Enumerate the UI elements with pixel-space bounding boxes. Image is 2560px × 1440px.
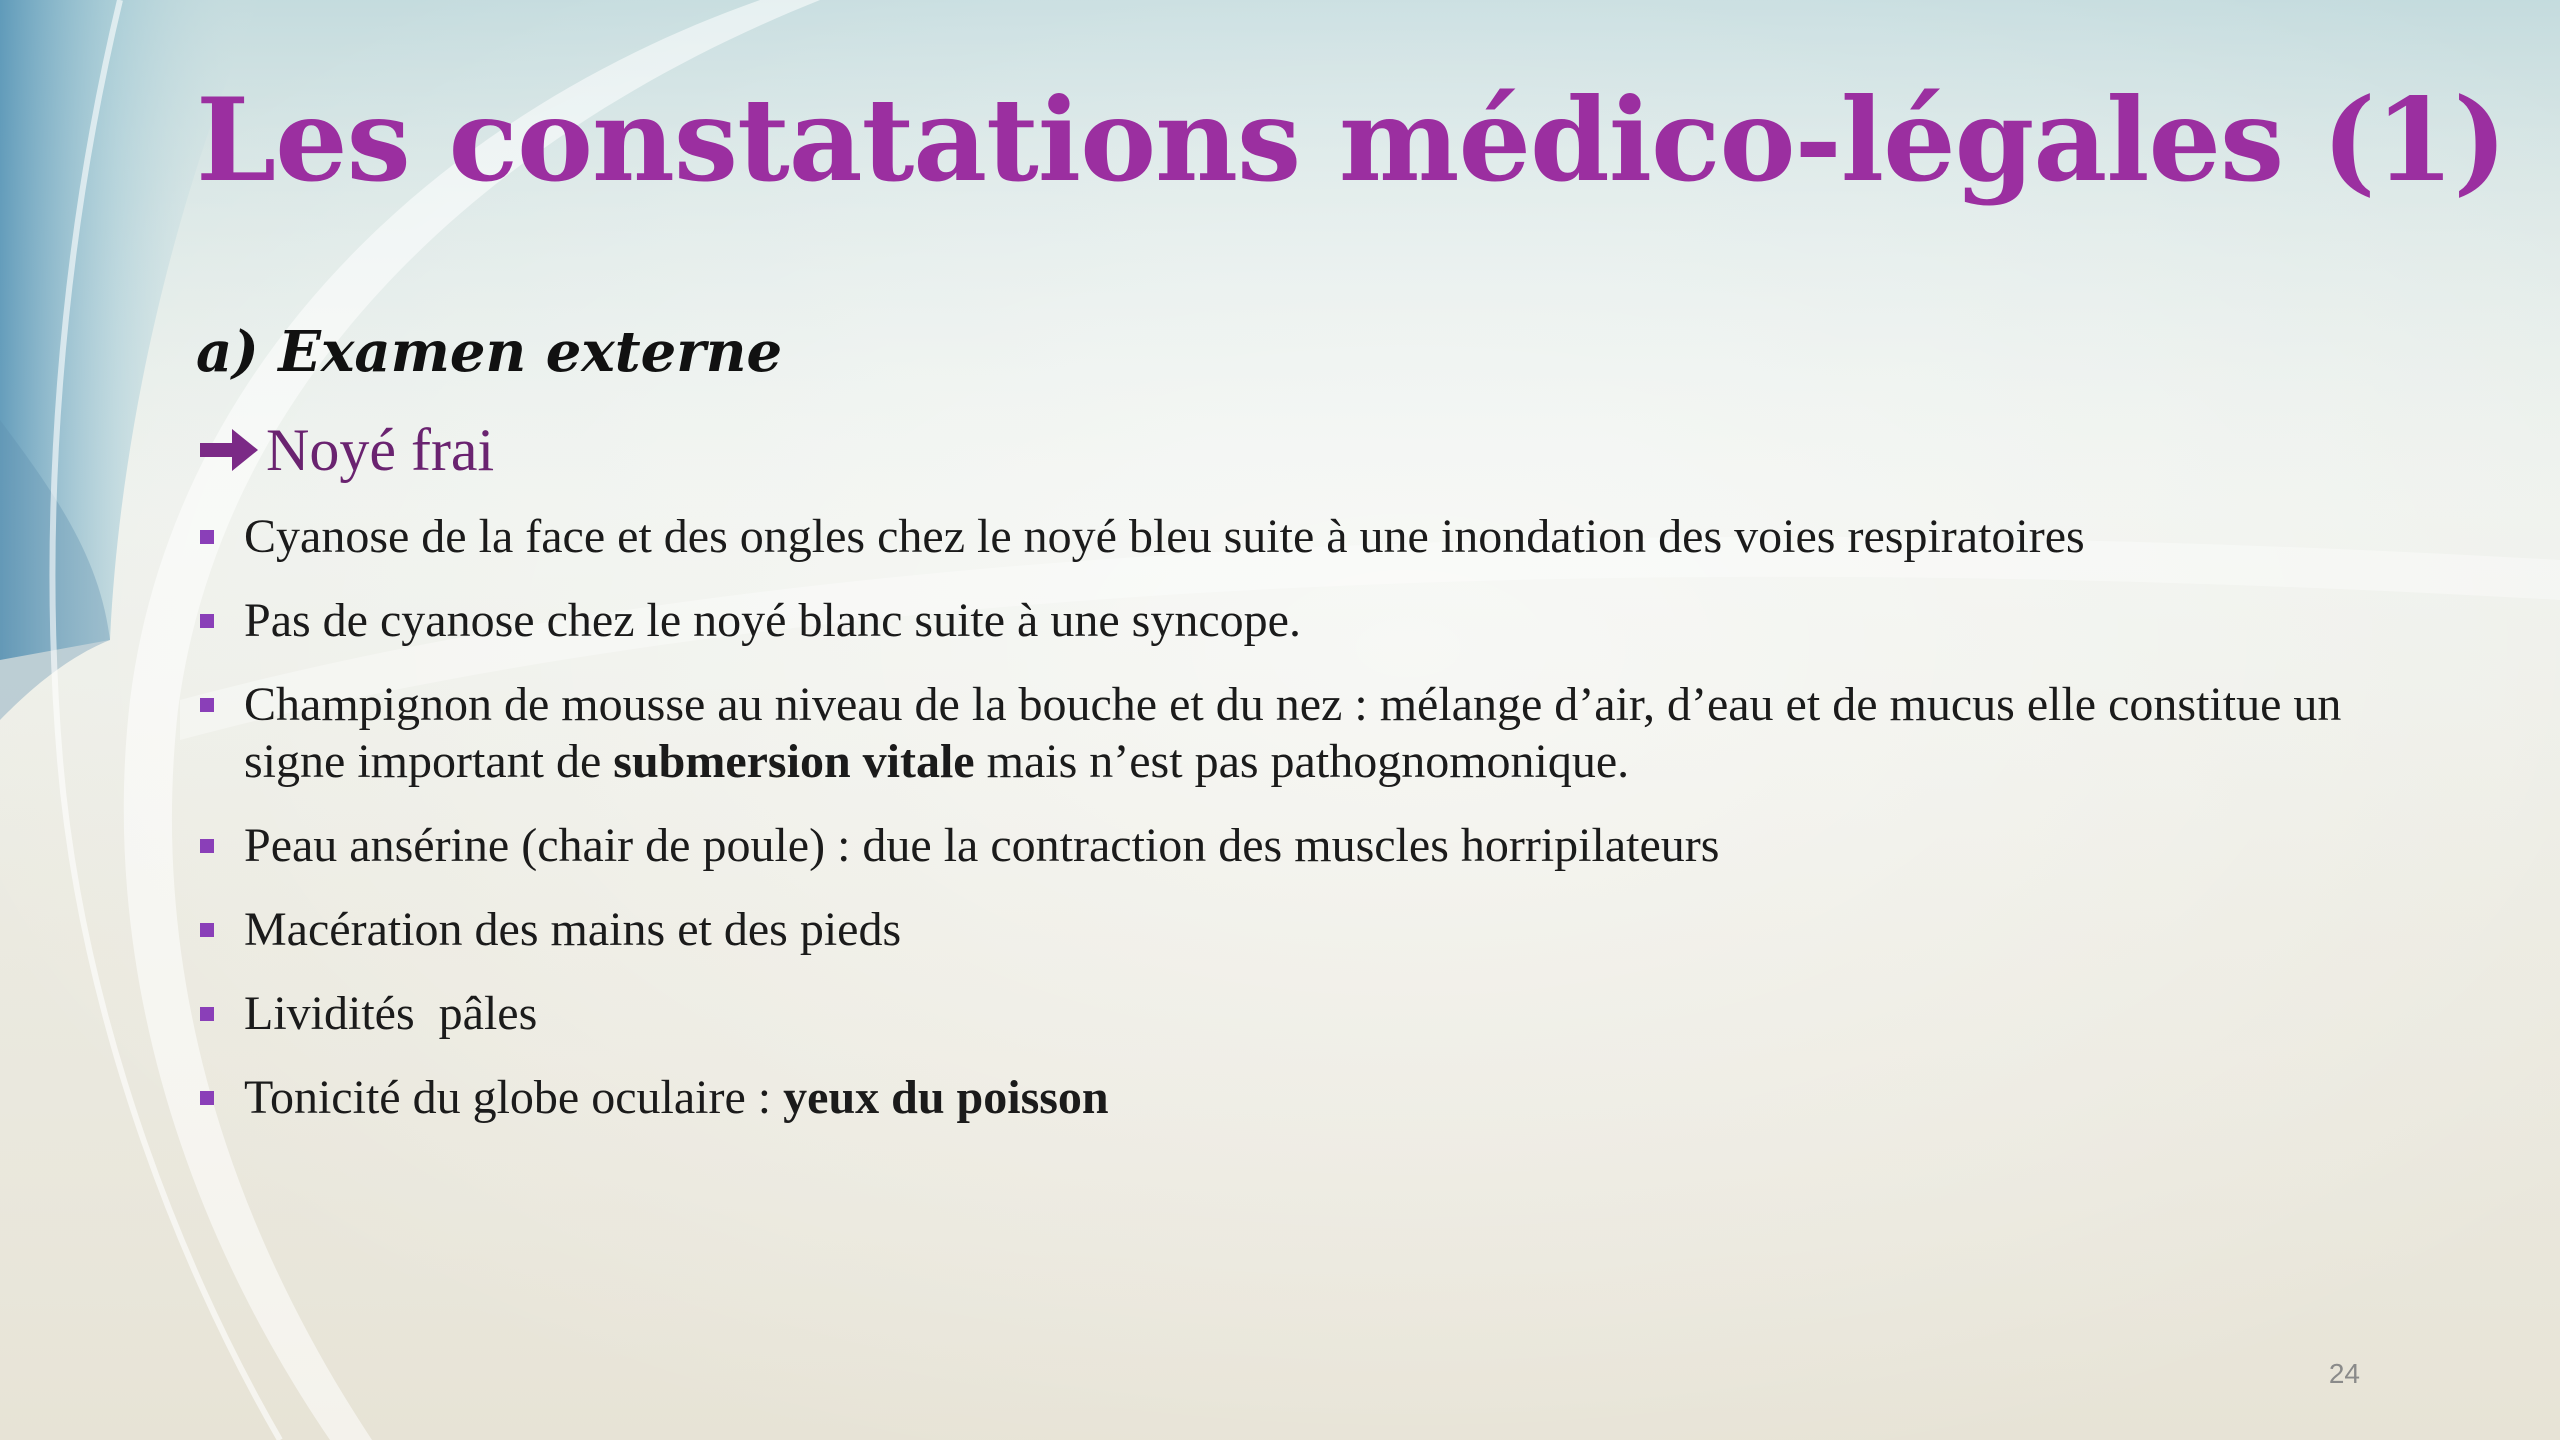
bullet-marker-icon <box>200 530 214 544</box>
bullet-marker-icon <box>200 614 214 628</box>
bullet-item <box>196 676 2426 790</box>
bullet-text <box>244 678 2341 788</box>
slide-title: Les constatations médico-légales (1) <box>196 73 2507 207</box>
section-subheading: a) Examen externe <box>196 319 783 385</box>
bullet-item <box>196 817 2426 874</box>
bullet-bold-text: submersion vitale <box>613 735 975 788</box>
bullet-text: Lividités pâles <box>244 987 538 1040</box>
bullet-marker-icon <box>200 923 214 937</box>
bullet-marker-icon <box>200 1091 214 1105</box>
arrow-item-label: Noyé frai <box>266 417 495 483</box>
bullet-text: Cyanose de la face et des ongles chez le noyé bleu suite à une inondation des voies respiratoires <box>244 510 2085 563</box>
arrow-item <box>196 408 494 492</box>
bullet-item <box>196 1069 2426 1126</box>
bullet-text-part: Champignon de mousse au niveau de la bouche et du nez : mélange d’air, d’eau et de mucus elle constitue un signe important de <box>244 678 2342 788</box>
bullet-text: Pas de cyanose chez le noyé blanc suite à une syncope. <box>244 594 1301 647</box>
right-arrow-icon <box>196 423 262 477</box>
bullet-marker-icon <box>200 839 214 853</box>
page-number: 24 <box>2328 1358 2360 1389</box>
bullet-text <box>244 1071 1109 1124</box>
bullet-text: Macération des mains et des pieds <box>244 903 902 956</box>
bullet-item <box>196 901 2426 958</box>
bullet-text: Peau ansérine (chair de poule) : due la contraction des muscles horripilateurs <box>244 819 1720 872</box>
bullet-item <box>196 985 2426 1042</box>
bullet-text-part: mais n’est pas pathognomonique. <box>974 735 1630 788</box>
bullet-marker-icon <box>200 1007 214 1021</box>
bullet-list <box>196 508 2426 1153</box>
bullet-item <box>196 508 2426 565</box>
bullet-bold-text: yeux du poisson <box>783 1071 1109 1124</box>
bullet-marker-icon <box>200 698 214 712</box>
bullet-item <box>196 592 2426 649</box>
bullet-text-part: Tonicité du globe oculaire : <box>244 1071 784 1124</box>
